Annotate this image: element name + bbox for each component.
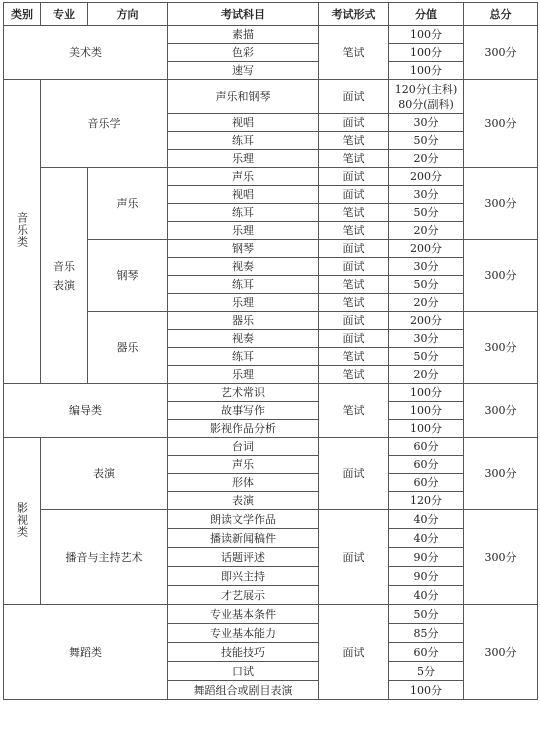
subject-cell: 视唱 — [168, 186, 319, 204]
header-form: 考试形式 — [319, 3, 389, 26]
score-main: 120分(主科) — [394, 82, 458, 96]
form-cell: 面试 — [319, 186, 389, 204]
directing-category: 编导类 — [4, 384, 168, 438]
score-cell — [389, 80, 464, 114]
music-performance-major — [41, 168, 88, 384]
subject-cell: 速写 — [168, 62, 319, 80]
score-cell: 30分 — [389, 186, 464, 204]
table-row — [4, 384, 538, 402]
subject-cell: 练耳 — [168, 204, 319, 222]
header-category: 类别 — [4, 3, 41, 26]
subject-cell: 朗读文学作品 — [168, 510, 319, 529]
form-cell: 面试 — [319, 114, 389, 132]
form-cell: 笔试 — [319, 150, 389, 168]
form-cell: 面试 — [319, 438, 389, 510]
subject-cell: 影视作品分析 — [168, 420, 319, 438]
subject-cell: 才艺展示 — [168, 586, 319, 605]
subject-cell: 练耳 — [168, 132, 319, 150]
score-cell: 20分 — [389, 150, 464, 168]
music-category-label: 音乐类 — [15, 212, 29, 248]
score-cell: 40分 — [389, 586, 464, 605]
score-cell: 60分 — [389, 456, 464, 474]
total-cell: 300分 — [464, 312, 538, 384]
score-cell: 20分 — [389, 294, 464, 312]
subject-cell: 声乐和钢琴 — [168, 80, 319, 114]
total-cell: 300分 — [464, 26, 538, 80]
form-cell: 笔试 — [319, 294, 389, 312]
score-cell: 100分 — [389, 420, 464, 438]
score-cell: 30分 — [389, 330, 464, 348]
score-cell: 200分 — [389, 168, 464, 186]
subject-cell: 播读新闻稿件 — [168, 529, 319, 548]
total-cell: 300分 — [464, 510, 538, 605]
form-cell: 笔试 — [319, 26, 389, 80]
subject-cell: 钢琴 — [168, 240, 319, 258]
subject-cell: 视奏 — [168, 258, 319, 276]
table-row — [4, 438, 538, 456]
score-cell: 100分 — [389, 44, 464, 62]
form-cell: 面试 — [319, 510, 389, 605]
subject-cell: 视唱 — [168, 114, 319, 132]
subject-cell: 声乐 — [168, 168, 319, 186]
piano-direction: 钢琴 — [88, 240, 168, 312]
score-cell: 50分 — [389, 605, 464, 624]
form-cell: 笔试 — [319, 276, 389, 294]
table-row — [4, 510, 538, 529]
subject-cell: 乐理 — [168, 150, 319, 168]
score-cell: 20分 — [389, 222, 464, 240]
total-cell: 300分 — [464, 605, 538, 700]
total-cell: 300分 — [464, 168, 538, 240]
film-category-label: 影视类 — [15, 501, 29, 538]
subject-cell: 乐理 — [168, 366, 319, 384]
header-direction: 方向 — [88, 3, 168, 26]
form-cell: 面试 — [319, 312, 389, 330]
score-cell: 50分 — [389, 204, 464, 222]
dance-category: 舞蹈类 — [4, 605, 168, 700]
subject-cell: 素描 — [168, 26, 319, 44]
subject-cell: 口试 — [168, 662, 319, 681]
subject-cell: 话题评述 — [168, 548, 319, 567]
vocal-direction: 声乐 — [88, 168, 168, 240]
subject-cell: 声乐 — [168, 456, 319, 474]
music-category — [4, 80, 41, 384]
total-cell: 300分 — [464, 80, 538, 168]
score-cell: 30分 — [389, 258, 464, 276]
form-cell: 笔试 — [319, 204, 389, 222]
subject-cell: 色彩 — [168, 44, 319, 62]
score-cell: 90分 — [389, 548, 464, 567]
broadcast-major: 播音与主持艺术 — [41, 510, 168, 605]
subject-cell: 乐理 — [168, 294, 319, 312]
form-cell: 笔试 — [319, 384, 389, 438]
score-cell: 50分 — [389, 276, 464, 294]
musicology-major: 音乐学 — [41, 80, 168, 168]
table-row — [4, 168, 538, 186]
header-total: 总分 — [464, 3, 538, 26]
form-cell: 面试 — [319, 258, 389, 276]
score-cell: 200分 — [389, 312, 464, 330]
form-cell: 笔试 — [319, 132, 389, 150]
table-row — [4, 26, 538, 44]
fine-arts-category: 美术类 — [4, 26, 168, 80]
total-cell: 300分 — [464, 240, 538, 312]
subject-cell: 专业基本条件 — [168, 605, 319, 624]
form-cell: 笔试 — [319, 348, 389, 366]
form-cell: 笔试 — [319, 222, 389, 240]
form-cell: 面试 — [319, 168, 389, 186]
total-cell: 300分 — [464, 438, 538, 510]
subject-cell: 乐理 — [168, 222, 319, 240]
form-cell: 面试 — [319, 330, 389, 348]
score-cell: 5分 — [389, 662, 464, 681]
score-cell: 20分 — [389, 366, 464, 384]
subject-cell: 艺术常识 — [168, 384, 319, 402]
score-cell: 60分 — [389, 643, 464, 662]
subject-cell: 练耳 — [168, 276, 319, 294]
score-cell: 50分 — [389, 132, 464, 150]
form-cell: 面试 — [319, 605, 389, 700]
score-cell: 60分 — [389, 438, 464, 456]
header-score: 分值 — [389, 3, 464, 26]
subject-cell: 舞蹈组合或剧目表演 — [168, 681, 319, 700]
score-cell: 40分 — [389, 529, 464, 548]
score-cell: 50分 — [389, 348, 464, 366]
score-cell: 100分 — [389, 62, 464, 80]
table-row — [4, 605, 538, 624]
score-cell: 100分 — [389, 384, 464, 402]
form-cell: 笔试 — [319, 366, 389, 384]
score-cell: 100分 — [389, 26, 464, 44]
subject-cell: 专业基本能力 — [168, 624, 319, 643]
header-major: 专业 — [41, 3, 88, 26]
score-cell: 40分 — [389, 510, 464, 529]
score-cell: 100分 — [389, 681, 464, 700]
subject-cell: 台词 — [168, 438, 319, 456]
form-cell: 面试 — [319, 80, 389, 114]
form-cell: 面试 — [319, 240, 389, 258]
score-cell: 100分 — [389, 402, 464, 420]
subject-cell: 器乐 — [168, 312, 319, 330]
subject-cell: 即兴主持 — [168, 567, 319, 586]
score-cell: 90分 — [389, 567, 464, 586]
subject-cell: 练耳 — [168, 348, 319, 366]
total-cell: 300分 — [464, 384, 538, 438]
score-cell: 200分 — [389, 240, 464, 258]
score-cell: 60分 — [389, 474, 464, 492]
header-subject: 考试科目 — [168, 3, 319, 26]
film-category — [4, 438, 41, 605]
subject-cell: 形体 — [168, 474, 319, 492]
exam-table-wrapper — [3, 2, 538, 700]
subject-cell: 技能技巧 — [168, 643, 319, 662]
acting-major: 表演 — [41, 438, 168, 510]
subject-cell: 视奏 — [168, 330, 319, 348]
instrument-direction: 器乐 — [88, 312, 168, 384]
header-row — [4, 3, 538, 26]
music-performance-line2: 表演 — [53, 278, 75, 292]
subject-cell: 故事写作 — [168, 402, 319, 420]
subject-cell: 表演 — [168, 492, 319, 510]
score-minor: 80分(副科) — [398, 97, 454, 111]
exam-subjects-table — [3, 2, 538, 700]
music-performance-line1: 音乐 — [53, 259, 75, 273]
score-cell: 85分 — [389, 624, 464, 643]
table-row — [4, 80, 538, 114]
score-cell: 30分 — [389, 114, 464, 132]
score-cell: 120分 — [389, 492, 464, 510]
